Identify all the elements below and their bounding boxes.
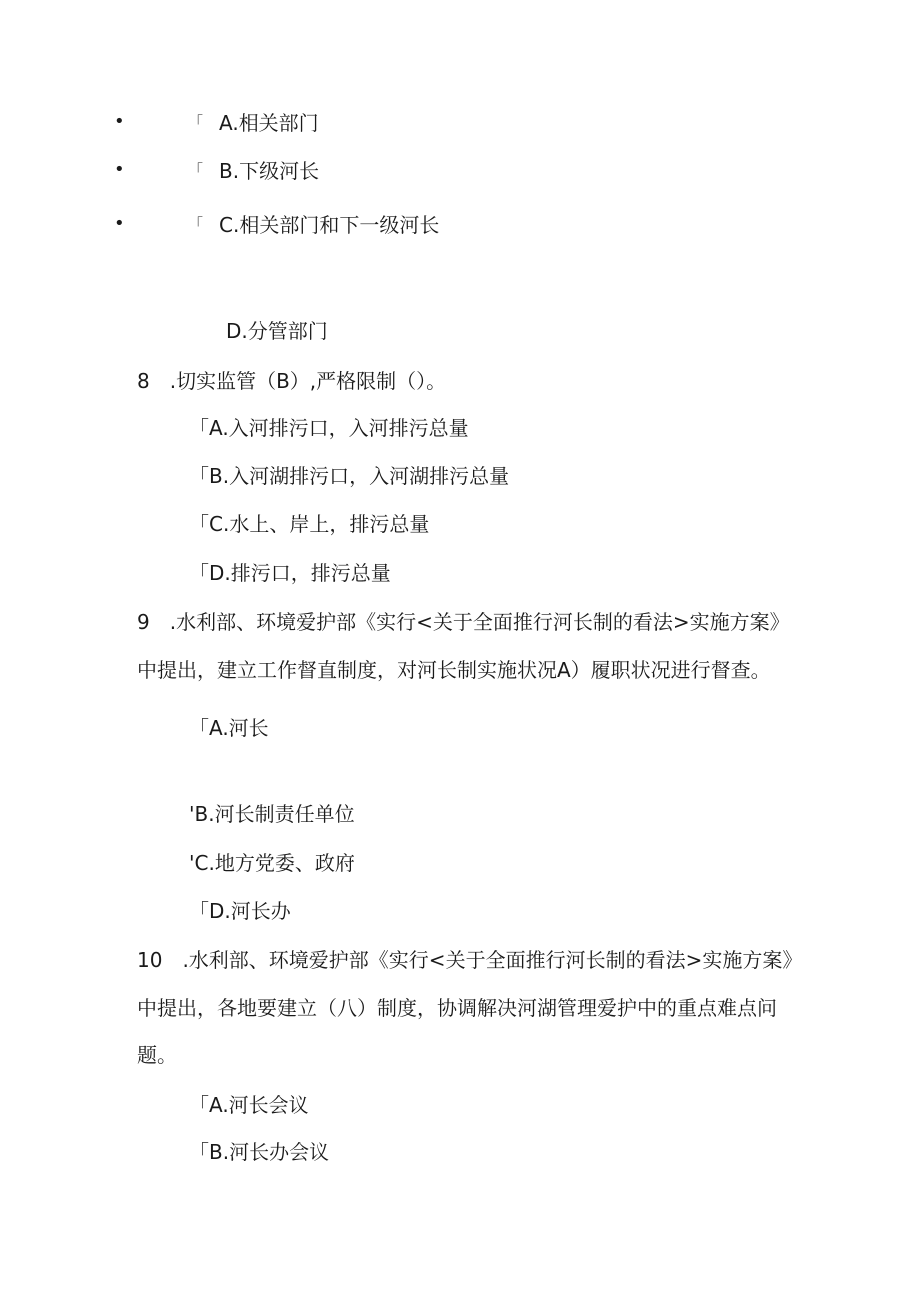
question-8-option-c: 「C.水上、岸上，排污总量 [189, 512, 430, 536]
question-9-option-c: 'C.地方党委、政府 [189, 851, 355, 875]
question-8-option-b: 「B.入河湖排污口，入河湖排污总量 [189, 464, 510, 488]
list-bullet: • [114, 111, 125, 132]
question-10-stem-line2: 中提出，各地要建立（八）制度，协调解决河湖管理爱护中的重点难点问 [137, 996, 777, 1020]
question-8-option-d: 「D.排污口，排污总量 [189, 561, 391, 585]
option-d: D.分管部门 [226, 319, 328, 343]
radio-mark: 「 [188, 161, 204, 179]
option-a: A.相关部门 [219, 111, 319, 135]
question-8-stem: 8 .切实监管（B）,严格限制（）。 [137, 369, 447, 393]
question-10-stem-line3: 题。 [137, 1043, 177, 1067]
question-9-stem-line1: 9 .水利部、环境爱护部《实行<关于全面推行河长制的看法>实施方案》 [137, 610, 790, 634]
option-c: C.相关部门和下一级河长 [219, 213, 440, 237]
question-9-stem-line2: 中提出，建立工作督直制度，对河长制实施状况A）履职状况进行督查。 [137, 658, 771, 682]
radio-mark: 「 [188, 215, 204, 233]
question-10-option-a: 「A.河长会议 [189, 1093, 309, 1117]
question-9-option-d: 「D.河长办 [189, 899, 291, 923]
question-10-option-b: 「B.河长办会议 [189, 1140, 330, 1164]
question-9-option-a: 「A.河长 [189, 716, 269, 740]
list-bullet: • [114, 159, 125, 180]
list-bullet: • [114, 213, 125, 234]
question-9-option-b: 'B.河长制责任单位 [189, 802, 355, 826]
radio-mark: 「 [188, 113, 204, 131]
question-10-stem-line1: 10 .水利部、环境爱护部《实行<关于全面推行河长制的看法>实施方案》 [137, 948, 803, 972]
option-b: B.下级河长 [219, 159, 320, 183]
question-8-option-a: 「A.入河排污口，入河排污总量 [189, 416, 469, 440]
